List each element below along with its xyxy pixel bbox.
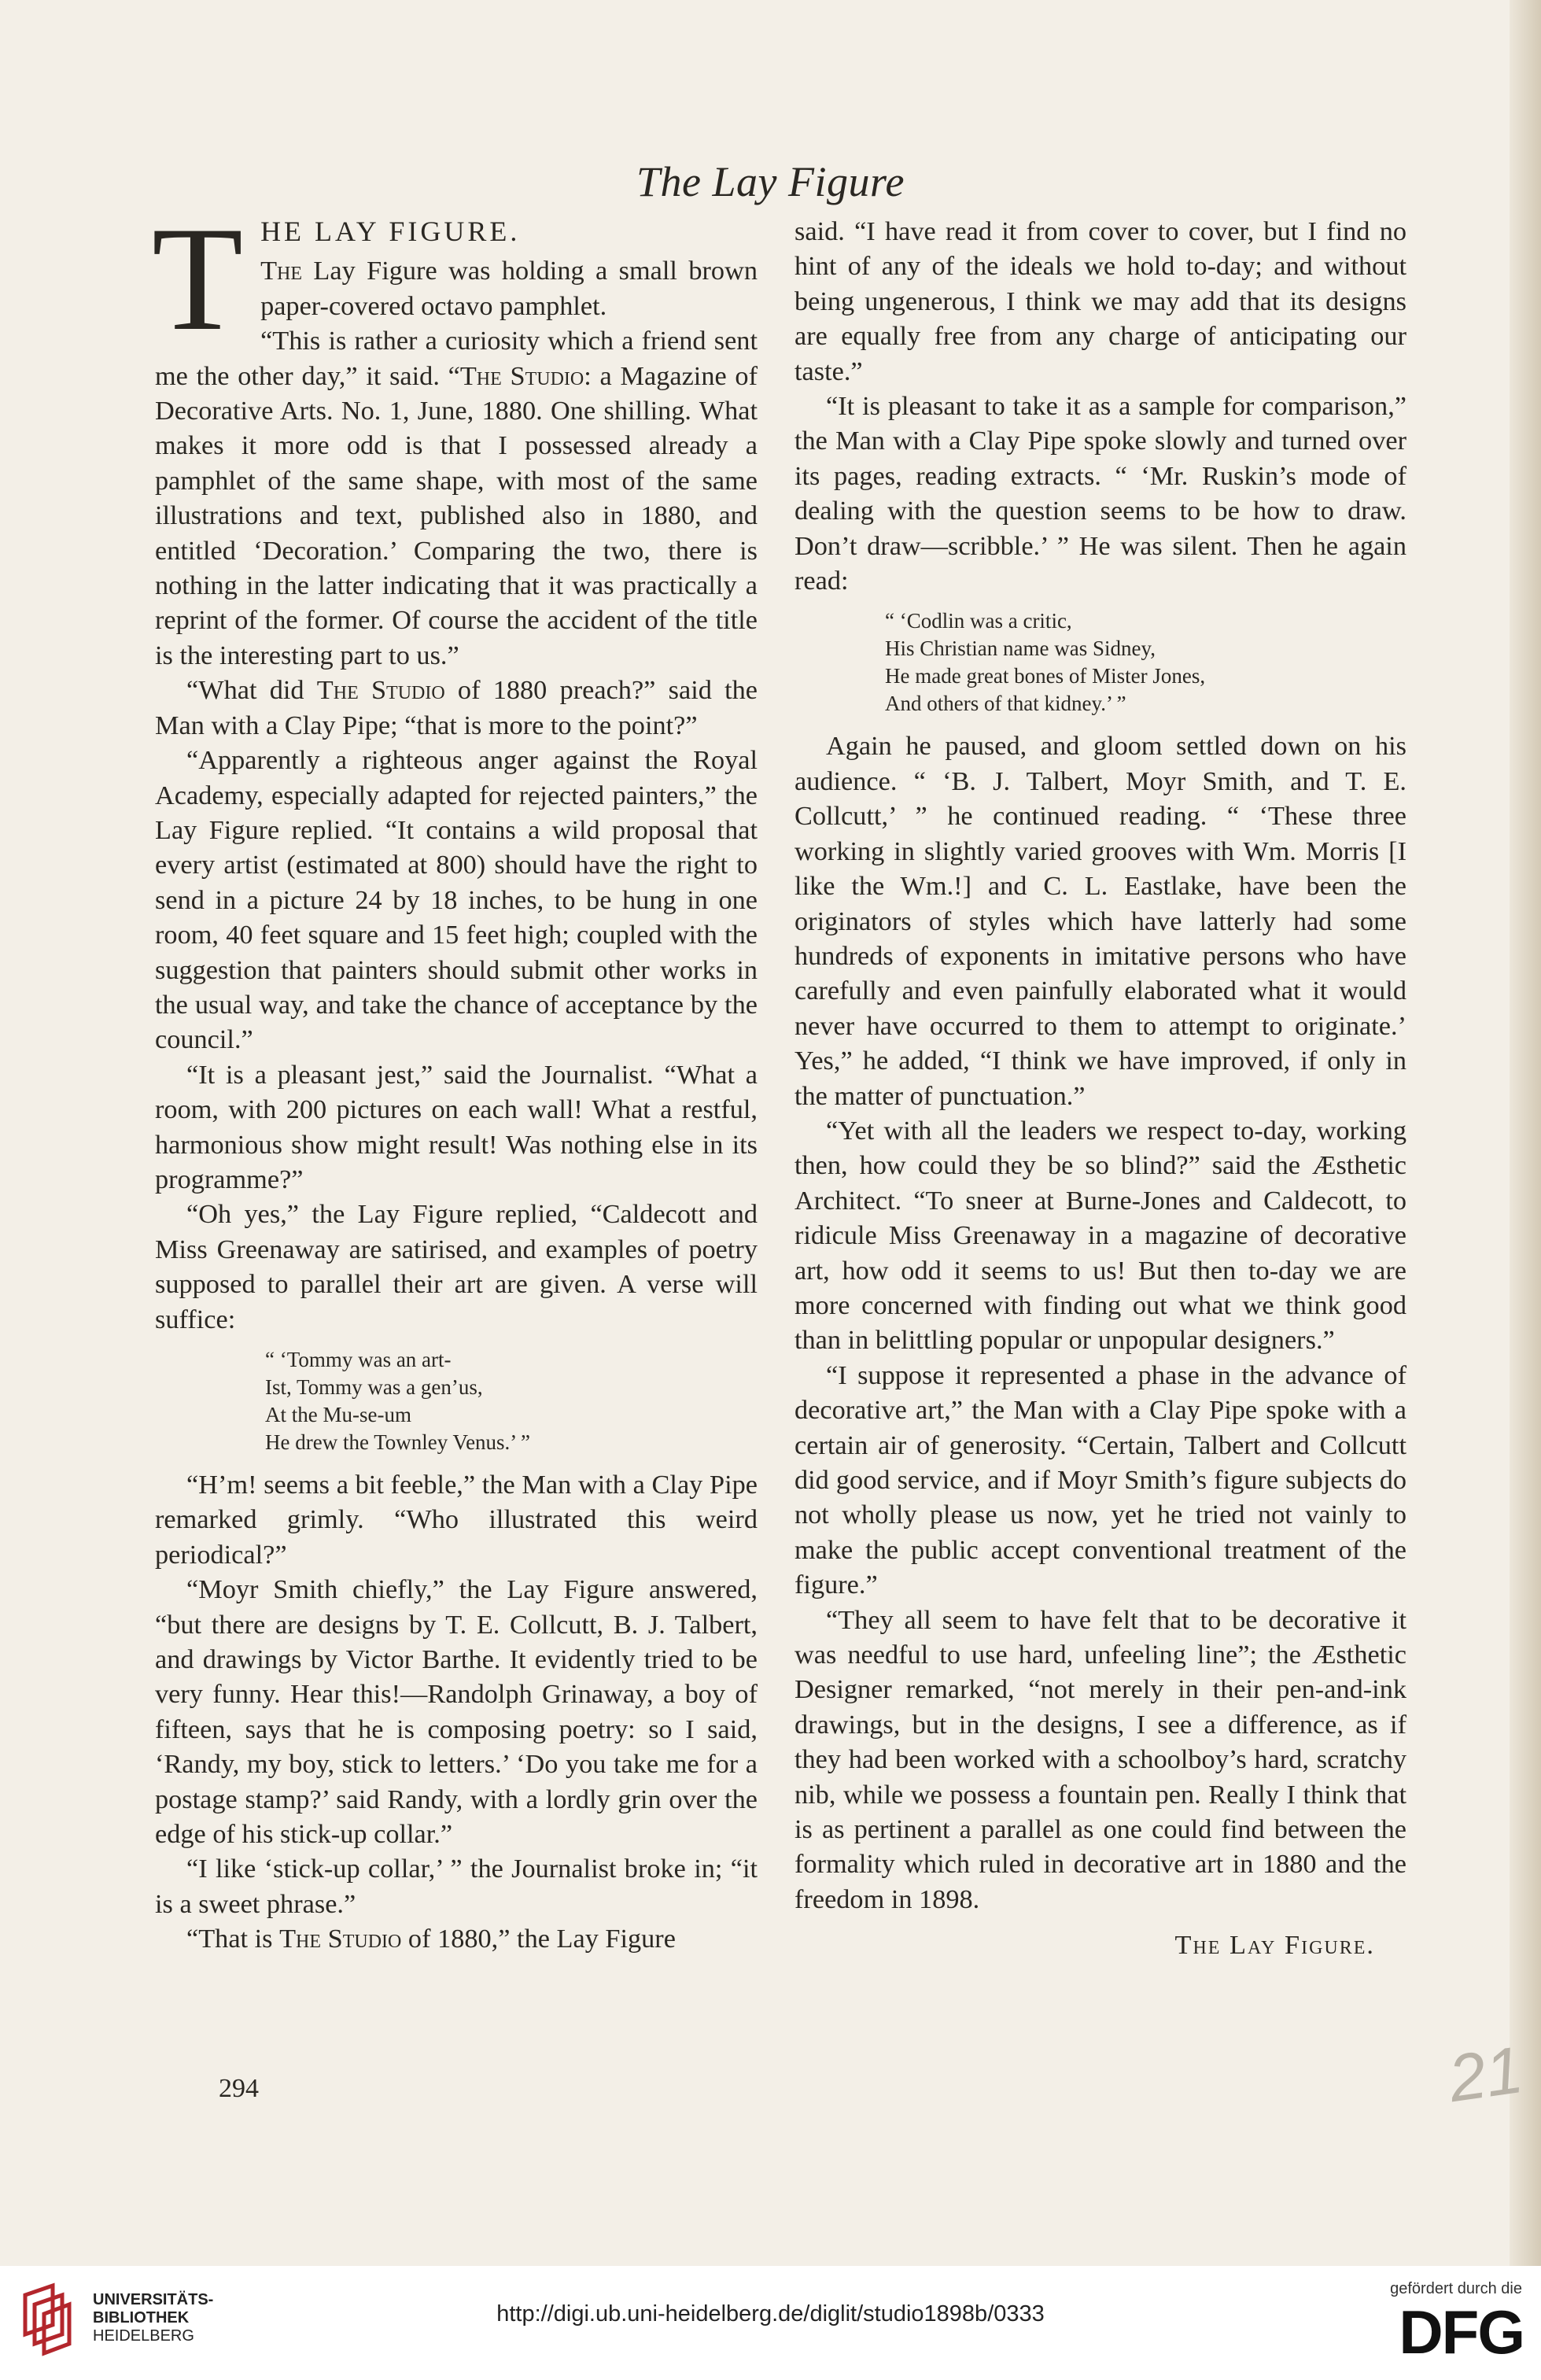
paragraph: “It is a pleasant jest,” said the Journalist. “What a room, with 200 pictures on each wall! What a restful, harmonious show might result! Was nothing else in its programme?” — [155, 1059, 758, 1194]
article-title: HE LAY FIGURE. — [260, 216, 521, 247]
paragraph: “Moyr Smith chiefly,” the Lay Figure answered, “but there are designs by T. E. Collcutt, B. J. Talbert, and drawings by Victor Barthe. It evidently tried to be very funny. Hear this!—Randolph Grinaway, a boy of fifteen, says that he is composing poetry: so I said, ‘Randy, my boy, stick to letters.’ ‘Do you take me for a postage stamp?’ said Randy, with a lordly grin over the edge of his stick-up collar.” — [155, 1574, 758, 1850]
paragraph: Again he paused, and gloom settled down on his audience. “ ‘B. J. Talbert, Moyr Smith, and T. E. Collcutt,’ ” he continued reading. “ ‘These three working in slightly varied grooves with Wm. Morris [I like the Wm.!] and C. L. Eastlake, have been the originators of styles which have latterly had some hundreds of exponents in imitative persons who have carefully and even painfully elaborated what it would never have occurred to them to attempt to originate.’ Yes,” he added, “I think we have improved, if only in the matter of punctuation.” — [794, 731, 1406, 1111]
paragraph: “They all seem to have felt that to be decorative it was needful to use hard, unfeeling line”; the Æsthetic Designer remarked, “not merely in their pen-and-ink drawings, but in the designs, I see a difference, as if they had been worked with a schoolboy’s hard, scratchy nib, while we possess a fountain pen. Really I think that is as pertinent a parallel as one could find between the formality which ruled in decorative art in 1880 and the freedom in 1898. — [794, 1604, 1406, 1914]
paragraph: “Yet with all the leaders we respect to-day, working then, how could they be so blind?” said the Æsthetic Architect. “To sneer at Burne-Jones and Caldecott, to ridicule Miss Greenaway in a magazine of decorative art, how odd it seems to us! But then to-day we are more concerned with finding out what we think good than in belittling popular or unpopular designers.” — [794, 1115, 1406, 1356]
paragraph: “It is pleasant to take it as a sample for comparison,” the Man with a Clay Pipe spoke slowly and turned over its pages, reading extracts. “ ‘Mr. Ruskin’s mode of dealing with the question seems to be how to draw. Don’t draw—scribble.’ ” He was silent. Then he again read: — [794, 391, 1406, 596]
permalink-url[interactable]: http://digi.ub.uni-heidelberg.de/diglit/studio1898b/0333 — [496, 2301, 1045, 2326]
paragraph: “That is The Studio of 1880,” the Lay Figure — [186, 1924, 676, 1954]
verse-line: And others of that kidney.’ ” — [885, 692, 1126, 716]
page-edge — [1510, 0, 1541, 2266]
pencil-annotation: 21 — [1443, 2031, 1528, 2116]
running-head: The Lay Figure — [636, 158, 905, 205]
verse-line: He drew the Townley Venus.’ ” — [265, 1430, 531, 1454]
verse-line: “ ‘Tommy was an art- — [265, 1348, 452, 1371]
verse-line: At the Mu-se-um — [265, 1403, 411, 1426]
paragraph: “I like ‘stick-up collar,’ ” the Journalist broke in; “it is a sweet phrase.” — [155, 1854, 758, 1919]
verse — [155, 1346, 758, 1456]
page-number: 294 — [219, 2074, 259, 2103]
verse-line: Ist, Tommy was a gen’us, — [265, 1375, 483, 1399]
paragraph: “Oh yes,” the Lay Figure replied, “Caldecott and Miss Greenaway are satirised, and examples of poetry supposed to parallel their art are given. A verse will suffice: — [155, 1199, 758, 1334]
paragraph: “Apparently a righteous anger against the Royal Academy, especially adapted for rejected painters,” the Lay Figure replied. “It contains a wild proposal that every artist (estimated at 800) should have the right to send in a picture 24 by 18 inches, to be hung in one room, 40 feet square and 15 feet high; coupled with the suggestion that painters should submit other works in the usual way, and take the chance of acceptance by the council.” — [155, 745, 758, 1055]
paragraph: said. “I have read it from cover to cover, but I find no hint of any of the ideals we hold to-day; and without being ungenerous, I think we may add that its designs are equally free from any charge of anticipating our taste.” — [794, 216, 1406, 386]
verse-line: His Christian name was Sidney, — [885, 637, 1156, 661]
paragraph: “H’m! seems a bit feeble,” the Man with a Clay Pipe remarked grimly. “Who illustrated this weird periodical?” — [155, 1470, 758, 1570]
left-column — [152, 197, 758, 1957]
paragraph: “What did The Studio of 1880 preach?” said the Man with a Clay Pipe; “that is more to the point?” — [155, 675, 758, 740]
drop-cap: T — [152, 197, 244, 362]
funder-caption: gefördert durch die — [1390, 2280, 1522, 2297]
paragraph: “I suppose it represented a phase in the advance of decorative art,” the Man with a Clay Pipe spoke with a certain air of generosity. “Certain, Talbert and Collcutt did good service, and if Moyr Smith’s figure subjects do not wholly please us now, yet he tried not vainly to make the public accept conventional treatment of the figure.” — [794, 1360, 1406, 1600]
right-column — [794, 214, 1406, 1963]
signature: The Lay Figure. — [1174, 1930, 1375, 1961]
library-name: UNIVERSITÄTS- BIBLIOTHEK HEIDELBERG — [93, 2291, 214, 2345]
verse-line: “ ‘Codlin was a critic, — [885, 609, 1072, 633]
paragraph: “This is rather a curiosity which a friend sent me the other day,” it said. “The Studio: a Magazine of Decorative Arts. No. 1, June, 1880. One shilling. What makes it more odd is that I possessed already a pamphlet of the same shape, with most of the same illustrations and text, published also in 1880, and entitled ‘Decoration.’ Comparing the two, there is nothing in the latter indicating that it was practically a reprint of the former. Of course the accident of the title is the interesting part to us.” — [155, 326, 758, 670]
verse — [794, 607, 1406, 718]
paragraph: The Lay Figure was holding a small brown paper-covered octavo pamphlet. — [260, 256, 758, 321]
verse-line: He made great bones of Mister Jones, — [885, 664, 1206, 688]
dfg-logo: DFG — [1399, 2297, 1524, 2367]
